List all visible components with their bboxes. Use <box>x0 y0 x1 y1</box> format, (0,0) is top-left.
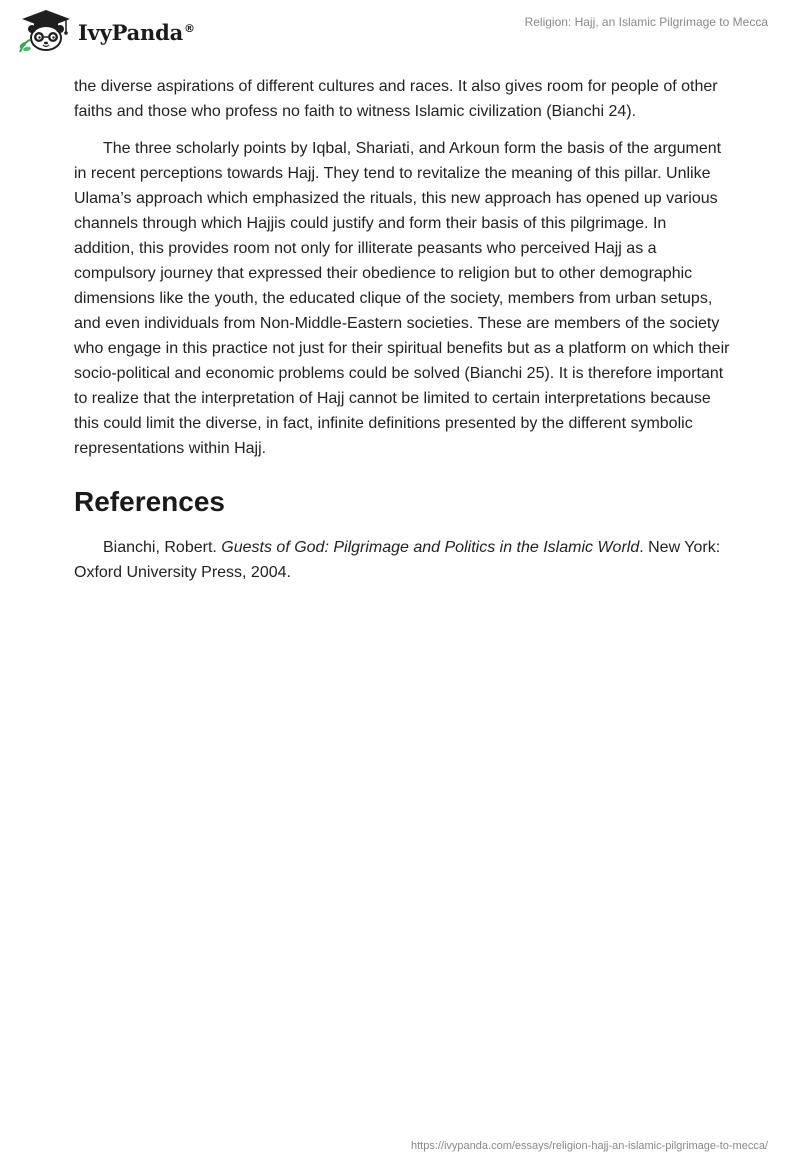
panda-graduation-cap-icon <box>14 8 78 54</box>
document-title: Religion: Hajj, an Islamic Pilgrimage to Mecca <box>524 15 768 29</box>
page-header <box>0 0 800 66</box>
registered-mark: ® <box>184 21 195 35</box>
reference-entry <box>74 535 730 585</box>
reference-publication: . New York: Oxford University Press, 2004. <box>74 539 721 581</box>
references-heading: References <box>74 486 225 517</box>
logo-text: IvyPanda <box>78 19 184 45</box>
ivypanda-logo[interactable] <box>14 8 195 54</box>
reference-author: Bianchi, Robert. <box>103 539 222 556</box>
body-paragraph-1: the diverse aspirations of different cultures and races. It also gives room for people of other faiths and those who profess no faith to witness Islamic civilization (Bianchi 24). <box>74 78 718 120</box>
document-body <box>74 74 730 585</box>
logo-wordmark <box>78 20 195 45</box>
reference-title: Guests of God: Pilgrimage and Politics in the Islamic World <box>221 539 640 556</box>
body-paragraph-2: The three scholarly points by Iqbal, Shariati, and Arkoun form the basis of the argument in recent perceptions towards Hajj. They tend to revitalize the meaning of this pillar. Unlike Ulama’s approach which emphasized the rituals, this new approach has opened up various channels through which Hajjis could justify and form their basis of this pilgrimage. In addition, this provides room not only for illiterate peasants who perceived Hajj as a compulsory journey that expressed their obedience to religion but to other demographic dimensions like the youth, the educated clique of the society, members from urban setups, and even individuals from Non-Middle-Eastern societies. These are members of the society who engage in this practice not just for their spiritual benefits but as a platform on which their socio-political and economic problems could be solved (Bianchi 25). It is therefore important to realize that the interpretation of Hajj cannot be limited to certain interpretations because this could limit the diverse, in fact, infinite definitions presented by the different symbolic representations within Hajj. <box>74 140 730 457</box>
source-url[interactable]: https://ivypanda.com/essays/religion-hajj-an-islamic-pilgrimage-to-mecca/ <box>410 1140 768 1152</box>
